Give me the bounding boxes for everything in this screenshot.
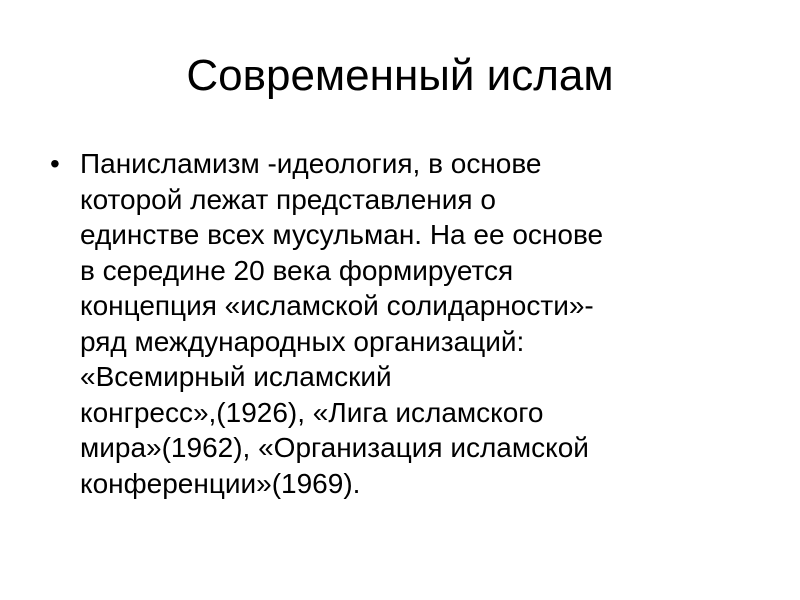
bullet-line: единстве всех мусульман. На ее основе <box>80 219 604 250</box>
bullet-list <box>46 146 756 501</box>
bullet-line: конгресс»,(1926), «Лига исламского <box>80 396 544 428</box>
bullet-dot-icon: • <box>50 148 60 179</box>
bullet-line: в середине 20 века формируется <box>80 254 514 286</box>
bullet-item <box>46 146 756 501</box>
bullet-line: концепция «исламской солидарности»- <box>80 290 594 321</box>
slide-title: Современный ислам <box>186 51 614 100</box>
bullet-line: конференции»(1969). <box>80 467 361 499</box>
bullet-line: ряд международных организаций: <box>80 325 525 357</box>
bullet-line: Панисламизм -идеология, в основе <box>80 148 542 179</box>
bullet-line: мира»(1962), «Организация исламской <box>80 432 589 463</box>
bullet-line: «Всемирный исламский <box>80 361 392 392</box>
bullet-line: которой лежат представления о <box>80 183 496 215</box>
